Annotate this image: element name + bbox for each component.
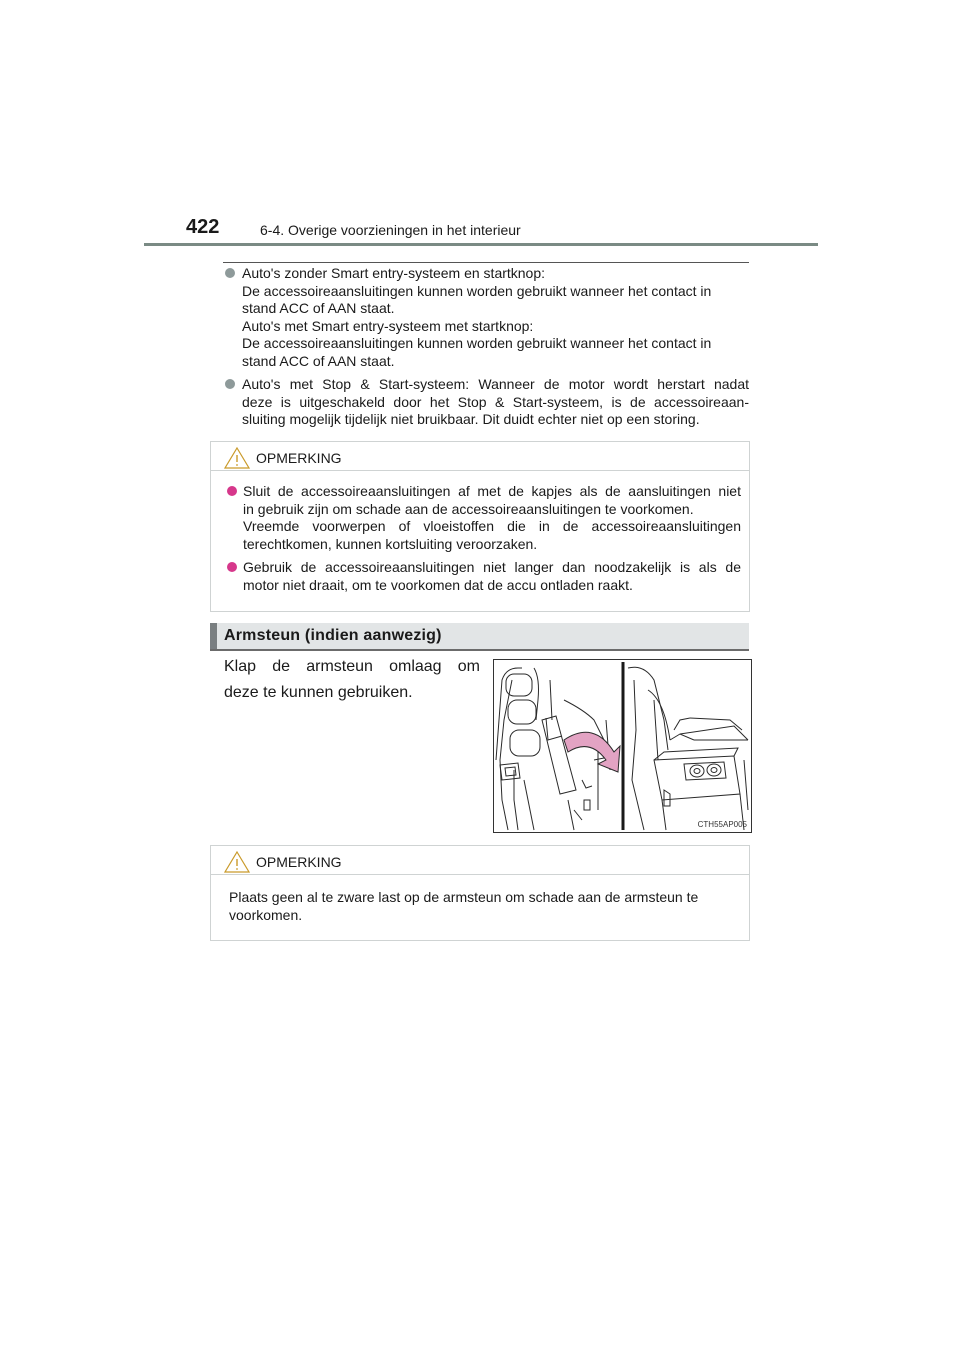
subsection-heading: [210, 623, 749, 651]
bullet-list: [224, 265, 749, 429]
note-box: [210, 845, 750, 941]
bullet-line: De accessoireaansluitingen kunnen worden gebruikt wanneer het contact in: [242, 282, 712, 299]
note-line: Sluit de accessoireaansluitingen af met de kapjes als de aansluitingen niet: [243, 483, 741, 499]
instruction-line: Klap de armsteun omlaag om: [224, 658, 480, 675]
note-line: motor niet draait, om te voorkomen dat de accu ontladen raakt.: [243, 576, 633, 593]
note-item: [227, 559, 741, 594]
warning-icon: [224, 447, 250, 469]
bullet-line: Auto's zonder Smart entry-systeem en startknop:: [242, 265, 546, 281]
instruction-text: [224, 654, 480, 706]
page-number: 422: [186, 216, 220, 238]
fold-arrow: [564, 732, 620, 772]
note-line: Gebruik de accessoireaansluitingen niet langer dan noodzakelijk is als de: [243, 559, 741, 575]
bullet-item: [224, 376, 749, 429]
bullet-line: De accessoireaansluitingen kunnen worden gebruikt wanneer het contact in: [242, 335, 712, 351]
note-header: [211, 442, 749, 471]
bullet-dot-icon: [227, 562, 237, 572]
bullet-line: sluiting mogelijk tijdelijk niet bruikbaar. Dit duidt echter niet op een storing.: [242, 411, 700, 427]
bullet-line: stand ACC of AAN staat.: [242, 352, 395, 369]
bullet-item: [224, 265, 749, 370]
heading-bar: [210, 623, 217, 649]
note-item: [227, 483, 741, 553]
note-header: [211, 846, 749, 875]
heading-text: Armsteun (indien aanwezig): [224, 627, 442, 644]
note-line: voorkomen.: [229, 906, 303, 923]
note-title: OPMERKING: [256, 854, 342, 870]
note-body: [211, 875, 749, 938]
note-body: [211, 471, 749, 608]
bullet-dot-icon: [225, 379, 235, 389]
warning-icon: [224, 851, 250, 873]
bullet-dot-icon: [227, 486, 237, 496]
header-rule: [144, 243, 818, 246]
bullet-line: Auto's met Smart entry-systeem met startknop:: [242, 317, 534, 334]
note-line: Vreemde voorwerpen of vloeistoffen die in de accessoireaansluitingen: [243, 518, 741, 534]
note-line: Plaats geen al te zware last op de armsteun om schade aan de armsteun te: [229, 889, 699, 905]
section-title: 6-4. Overige voorzieningen in het interieur: [260, 222, 521, 238]
armrest-illustration: [493, 659, 752, 833]
figure-code: CTH55AP005: [697, 820, 747, 829]
bullet-line: deze is uitgeschakeld door het Stop & Start-systeem, is de accessoireaan-: [242, 393, 749, 410]
bullet-line: Auto's met Stop & Start-systeem: Wanneer de motor wordt herstart nadat: [242, 376, 749, 392]
armrest-drawing: [494, 660, 751, 832]
note-line: in gebruik zijn om schade aan de accessoireaansluitingen te voorkomen.: [243, 500, 694, 517]
note-title: OPMERKING: [256, 450, 342, 466]
bullet-dot-icon: [225, 268, 235, 278]
instruction-line: deze te kunnen gebruiken.: [224, 684, 413, 701]
note-box: [210, 441, 750, 612]
note-line: terechtkomen, kunnen kortsluiting veroorzaken.: [243, 535, 538, 552]
bullet-line: stand ACC of AAN staat.: [242, 300, 395, 316]
divider: [223, 262, 749, 263]
